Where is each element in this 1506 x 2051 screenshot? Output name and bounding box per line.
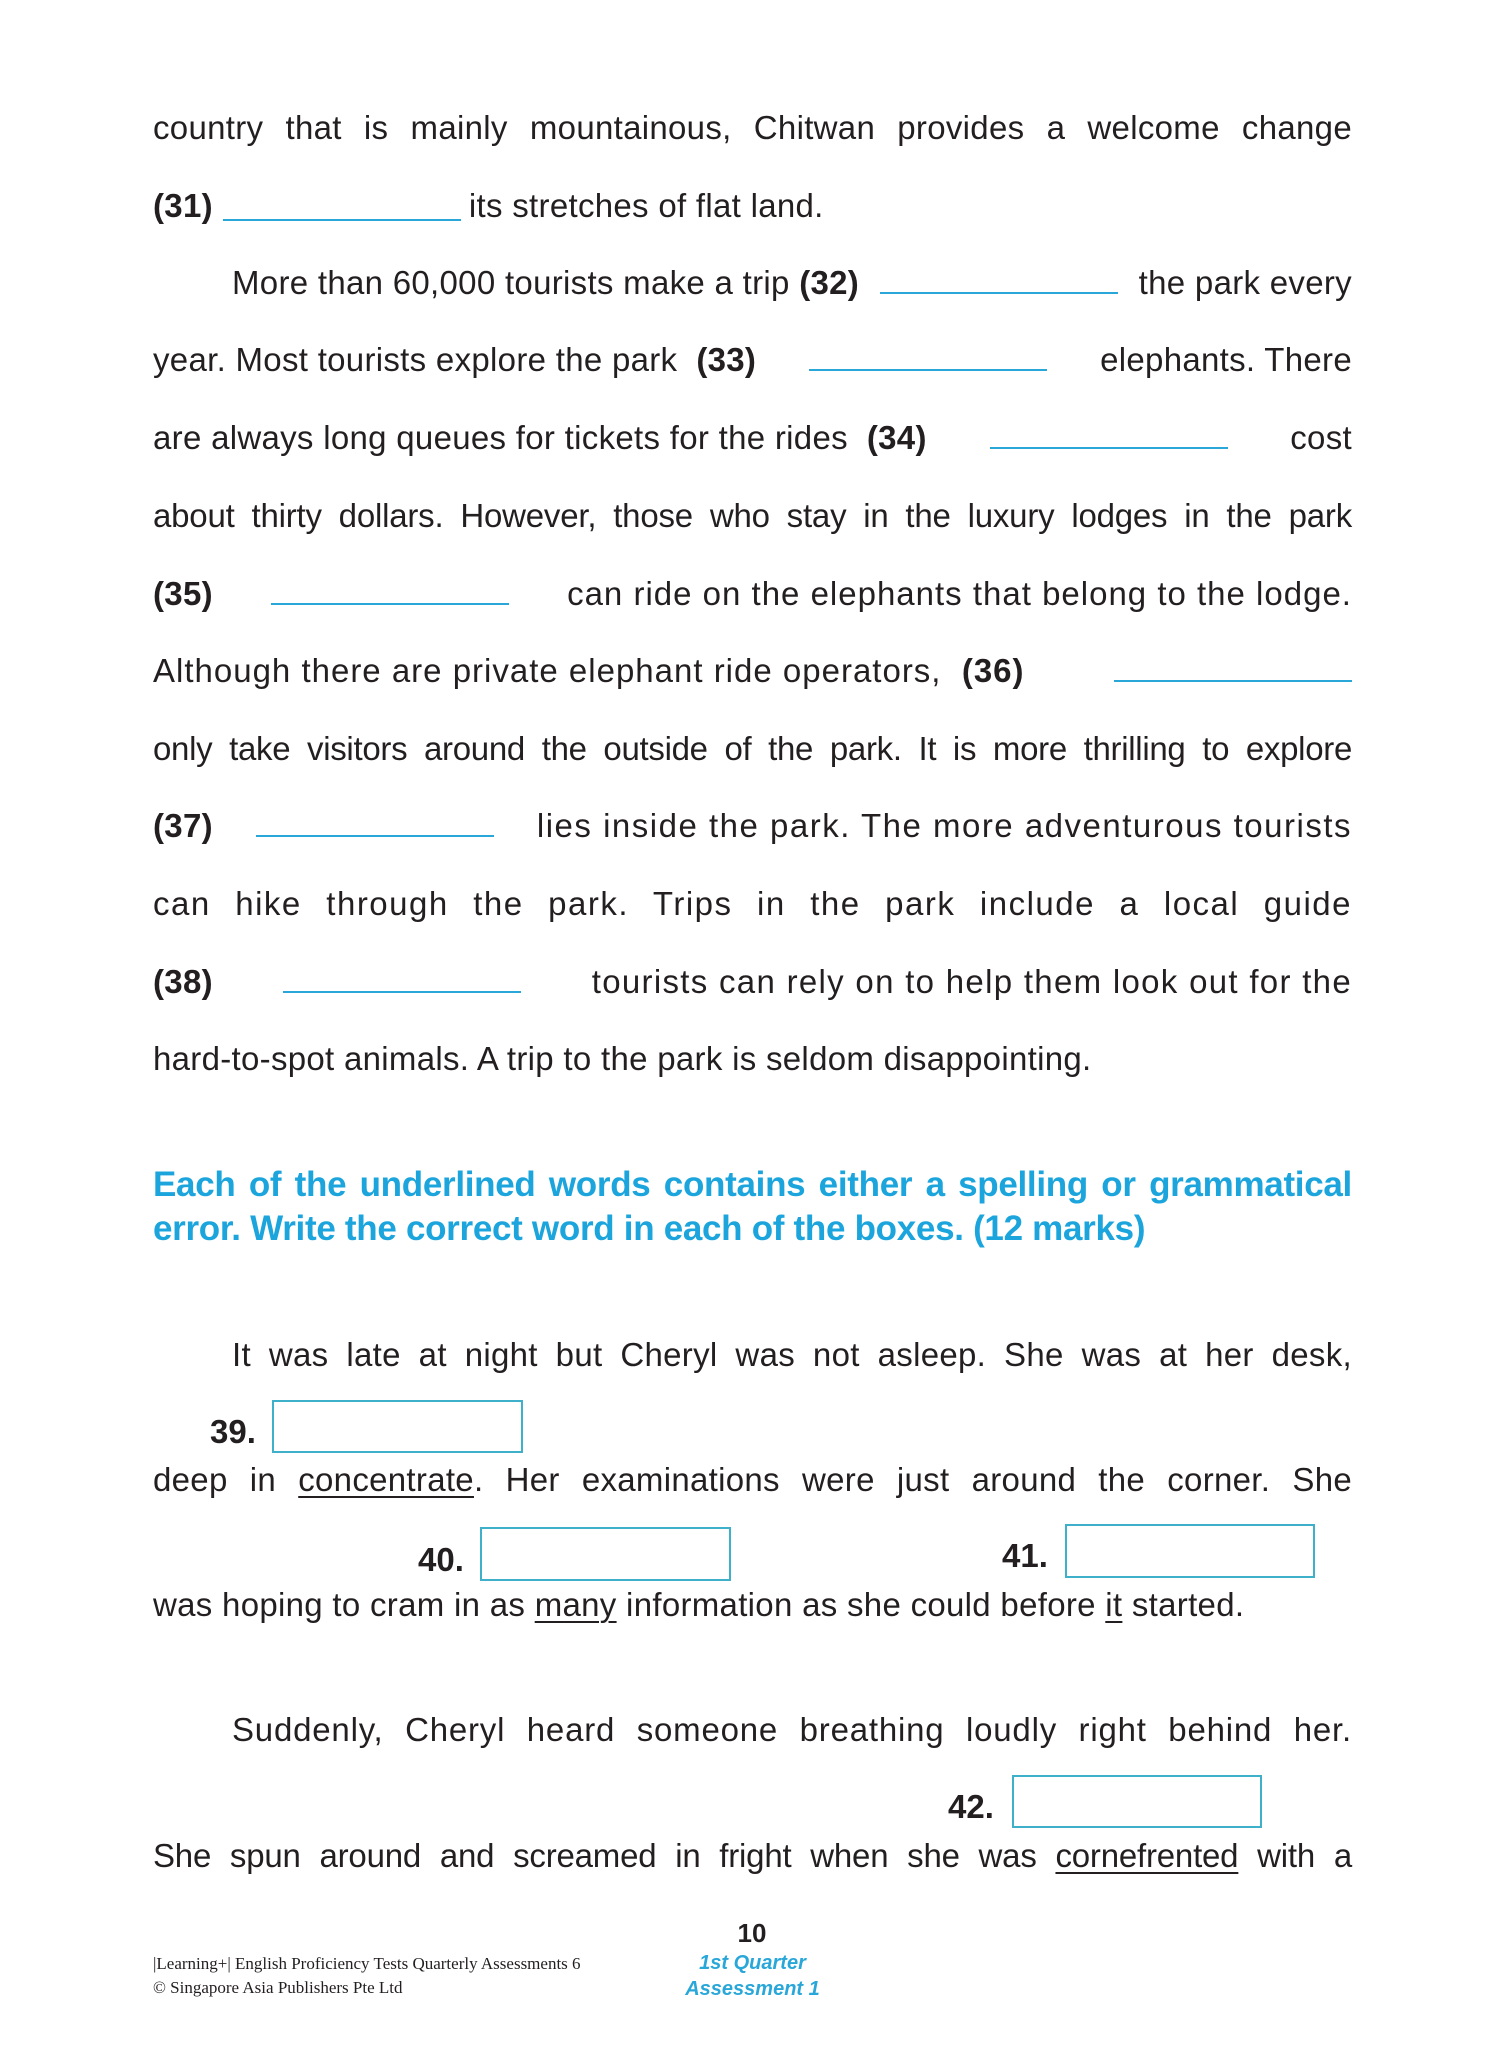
passage-line	[153, 729, 1352, 769]
text: It was late at night but Cheryl was not asleep. She was at her desk,	[232, 1336, 1352, 1373]
passage-line	[232, 1710, 1352, 1750]
question-label-40: 40.	[418, 1541, 464, 1578]
answer-box-39[interactable]	[272, 1400, 523, 1453]
text: Although there are private elephant ride operators, (36)	[153, 652, 1025, 689]
blank-34[interactable]	[990, 447, 1228, 449]
passage-line	[153, 1039, 1352, 1079]
text: She spun around and screamed in fright when she was cornefrented with a	[153, 1837, 1352, 1874]
blank-35[interactable]	[271, 603, 509, 605]
question-number: (31)	[153, 187, 213, 224]
section-label-line: 1st Quarter	[699, 1952, 806, 1974]
section-label-line: Assessment 1	[685, 1978, 820, 2000]
text: hard-to-spot animals. A trip to the park is seldom disappointing.	[153, 1040, 1092, 1077]
question-label-42: 42.	[948, 1788, 994, 1825]
passage-line	[153, 962, 1352, 1002]
text: can ride on the elephants that belong to the lodge.	[567, 575, 1352, 612]
instruction-line: Each of the underlined words contains either a spelling or grammatical	[153, 1165, 1352, 1204]
passage-line	[153, 884, 1352, 924]
answer-box-41[interactable]	[1065, 1524, 1315, 1578]
passage-line	[232, 1335, 1352, 1375]
answer-box-40[interactable]	[480, 1527, 731, 1581]
question-number: (36)	[961, 652, 1025, 689]
text: about thirty dollars. However, those who stay in the luxury lodges in the park	[153, 497, 1352, 534]
question-number: (34)	[866, 419, 927, 456]
text: Suddenly, Cheryl heard someone breathing loudly right behind her.	[232, 1711, 1352, 1748]
passage-line	[153, 1836, 1352, 1876]
question-label-39: 39.	[210, 1413, 256, 1450]
passage-line	[153, 806, 1352, 846]
question-label-41: 41.	[1002, 1537, 1048, 1574]
question-number: (37)	[153, 807, 213, 844]
text: its stretches of flat land.	[468, 187, 824, 224]
underlined-word: it	[1105, 1586, 1123, 1623]
passage-line	[153, 574, 1352, 614]
blank-36[interactable]	[1114, 680, 1352, 682]
question-number: (33)	[696, 341, 757, 378]
text: tourists can rely on to help them look out for the	[591, 963, 1352, 1000]
passage-line	[232, 263, 1352, 303]
text: More than 60,000 tourists make a trip (32)	[232, 264, 860, 301]
text: lies inside the park. The more adventurous tourists	[536, 807, 1352, 844]
text: deep in concentrate. Her examinations were just around the corner. She	[153, 1461, 1352, 1498]
text: are always long queues for tickets for the rides (34)	[153, 419, 927, 456]
passage-line	[153, 651, 1352, 691]
section-label	[660, 1950, 845, 2002]
blank-32[interactable]	[880, 292, 1118, 294]
footer-publisher	[153, 1952, 581, 2000]
text: can hike through the park. Trips in the park include a local guide	[153, 885, 1352, 922]
passage-line	[153, 340, 1352, 380]
book-title: |Learning+| English Proficiency Tests Quarterly Assessments 6	[153, 1954, 581, 1973]
blank-37[interactable]	[256, 835, 494, 837]
underlined-word: cornefrented	[1055, 1837, 1239, 1874]
text: cost	[1290, 419, 1352, 456]
question-number: (38)	[153, 963, 213, 1000]
text: was hoping to cram in as many information as she could before it started.	[153, 1586, 1245, 1623]
passage-line	[153, 108, 1352, 148]
section-instruction	[153, 1163, 1352, 1251]
passage-line	[153, 496, 1352, 536]
text: year. Most tourists explore the park (33)	[153, 341, 757, 378]
passage-line	[153, 1585, 1343, 1625]
text: the park every	[1138, 264, 1352, 301]
answer-box-42[interactable]	[1012, 1775, 1262, 1828]
blank-33[interactable]	[809, 369, 1047, 371]
text: elephants. There	[1100, 341, 1352, 378]
page-number: 10	[737, 1918, 767, 1948]
passage-line	[153, 418, 1352, 458]
instruction-line: error. Write the correct word in each of the boxes. (12 marks)	[153, 1209, 1146, 1248]
question-number: (35)	[153, 575, 213, 612]
underlined-word: many	[534, 1586, 617, 1623]
passage-line	[153, 1460, 1352, 1500]
text: country that is mainly mountainous, Chitwan provides a welcome change	[153, 109, 1352, 146]
blank-31[interactable]	[223, 219, 461, 221]
text: only take visitors around the outside of the park. It is more thrilling to explore	[153, 730, 1352, 767]
underlined-word: concentrate	[298, 1461, 474, 1498]
question-number: (32)	[799, 264, 860, 301]
blank-38[interactable]	[283, 991, 521, 993]
passage-line	[153, 186, 1352, 226]
copyright: © Singapore Asia Publishers Pte Ltd	[153, 1978, 403, 1997]
